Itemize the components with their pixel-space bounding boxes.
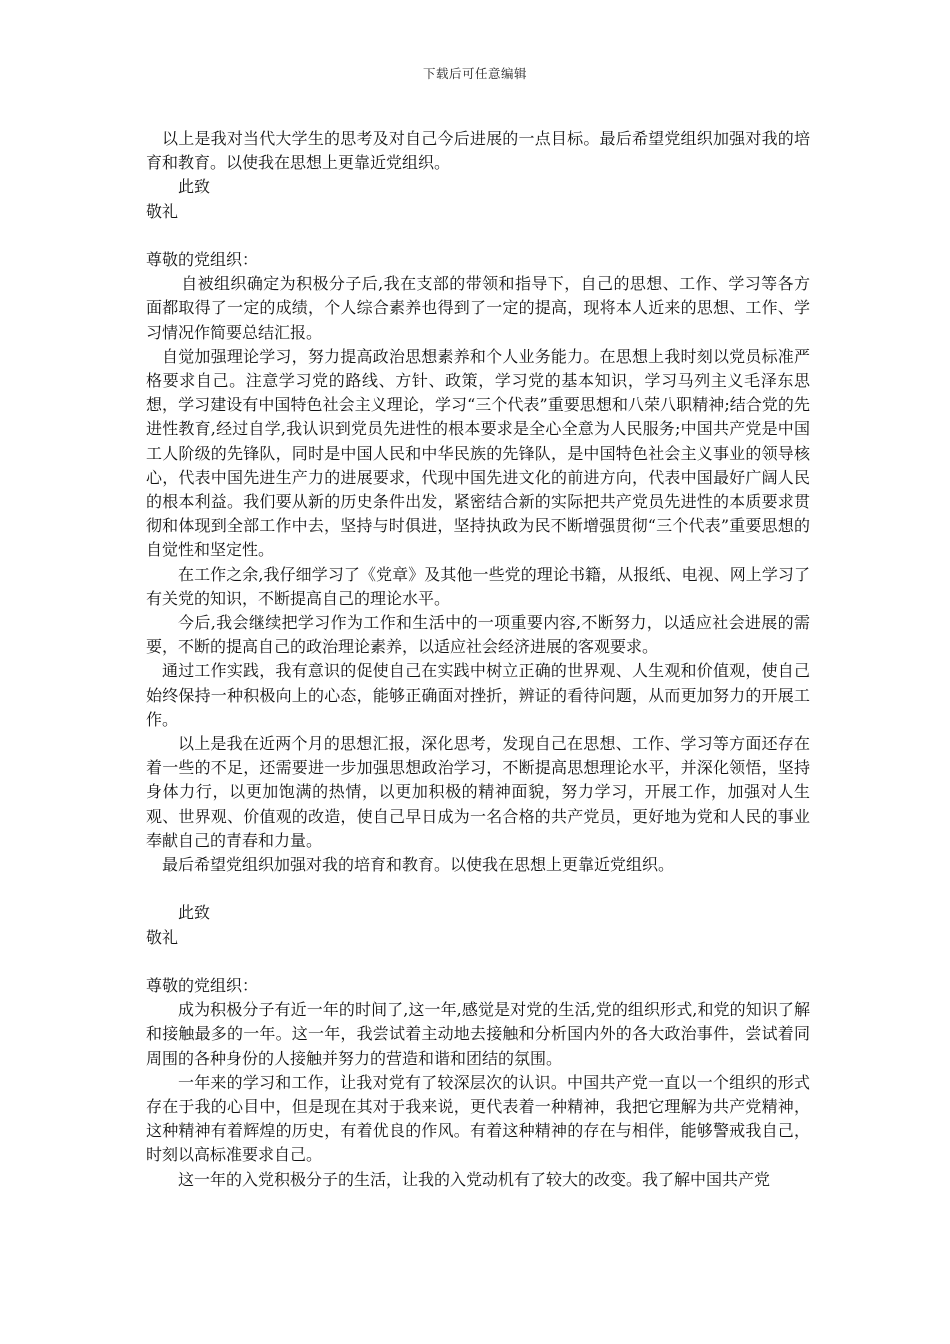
report1-paragraph: 自觉加强理论学习，努力提高政治思想素养和个人业务能力。在思想上我时刻以党员标准严格要求自己。注意学习党的路线、方针、政策，学习党的基本知识，学习马列主义毛泽东思想，学习建设有中国特色社会主义理论，学习“三个代表”重要思想和八荣八职精神;结合党的先进性教育,经过自学,我认识到党员先进性的根本要求是全心全意为人民服务;中国共产党是中国工人阶级的先锋队，同时是中国人民和中华民族的先锋队，是中国特色社会主义事业的领导核心，代表中国先进生产力的进展要求，代现中国先进文化的前进方向，代表中国最好广阔人民的根本利益。我们要从新的历史条件出发，紧密结合新的实际把共产党员先进性的本质要求贯彻和体现到全部工作中去，坚持与时俱进，坚持执政为民不断增强贯彻“三个代表”重要思想的自觉性和坚定性。 bbox=[146, 346, 810, 560]
salutation: 尊敬的党组织： bbox=[146, 976, 259, 996]
spacer bbox=[146, 877, 810, 901]
report1-paragraph: 自被组织确定为积极分子后,我在支部的带领和指导下，自己的思想、工作、学习等各方面都取得了一定的成绩，个人综合素养也得到了一定的提高，现将本人近来的思想、工作、学习情况作简要总结汇报。 bbox=[146, 274, 810, 342]
salutation: 尊敬的党组织： bbox=[146, 250, 259, 269]
report1-paragraph: 通过工作实践，我有意识的促使自己在实践中树立正确的世界观、人生观和价值观，使自己始终保持一种积极向上的心态，能够正确面对挫折，辨证的看待问题，从而更加努力的开展工作。 bbox=[146, 661, 810, 729]
report2-paragraph: 成为积极分子有近一年的时间了,这一年,感觉是对党的生活,党的组织形式,和党的知识了解和接触最多的一年。这一年，我尝试着主动地去接触和分析国内外的各大政治事件，尝试着同周围的各种身份的人接触并努力的营造和谐和团结的氛围。 bbox=[146, 1000, 810, 1068]
spacer bbox=[146, 224, 810, 248]
report1-paragraph: 最后希望党组织加强对我的培育和教育。以使我在思想上更靠近党组织。 bbox=[162, 855, 675, 875]
cizhi-line: 此致 bbox=[178, 177, 211, 197]
cizhi-line: 此致 bbox=[178, 903, 211, 923]
report1-paragraph: 今后,我会继续把学习作为工作和生活中的一项重要内容,不断努力，以适应社会进展的需要，不断的提高自己的政治理论素养，以适应社会经济进展的客观要求。 bbox=[146, 613, 810, 657]
jingli-line: 敬礼 bbox=[146, 201, 179, 221]
report2-paragraph: 一年来的学习和工作，让我对党有了较深层次的认识。中国共产党一直以一个组织的形式存在于我的心目中，但是现在其对于我来说，更代表着一种精神，我把它理解为共产党精神，这种精神有着辉煌的历史，有着优良的作风。有着这种精神的存在与相伴，能够警戒我自己，时刻以高标准要求自己。 bbox=[146, 1072, 810, 1165]
report1-paragraph: 以上是我在近两个月的思想汇报，深化思考，发现自己在思想、工作、学习等方面还存在着一些的不足，还需要进一步加强思想政治学习，不断提高思想理论水平，并深化领悟，坚持身体力行，以更加饱满的热情，以更加积极的精神面貌，努力学习，开展工作，加强对人生观、世界观、价值观的改造，使自己早日成为一名合格的共产党员，更好地为党和人民的事业奉献自己的青春和力量。 bbox=[146, 734, 810, 850]
intro-closing-paragraph: 以上是我对当代大学生的思考及对自己今后进展的一点目标。最后希望党组织加强对我的培育和教育。以使我在思想上更靠近党组织。 bbox=[146, 129, 810, 173]
jingli-line: 敬礼 bbox=[146, 927, 179, 947]
page-header: 下载后可任意编辑 bbox=[422, 66, 527, 81]
report1-paragraph: 在工作之余,我仔细学习了《党章》及其他一些党的理论书籍，从报纸、电视、网上学习了有关党的知识，不断提高自己的理论水平。 bbox=[146, 564, 810, 608]
report2-paragraph: 这一年的入党积极分子的生活，让我的入党动机有了较大的改变。我了解中国共产党 bbox=[178, 1169, 771, 1189]
document-body bbox=[146, 127, 810, 1192]
spacer bbox=[146, 950, 810, 974]
